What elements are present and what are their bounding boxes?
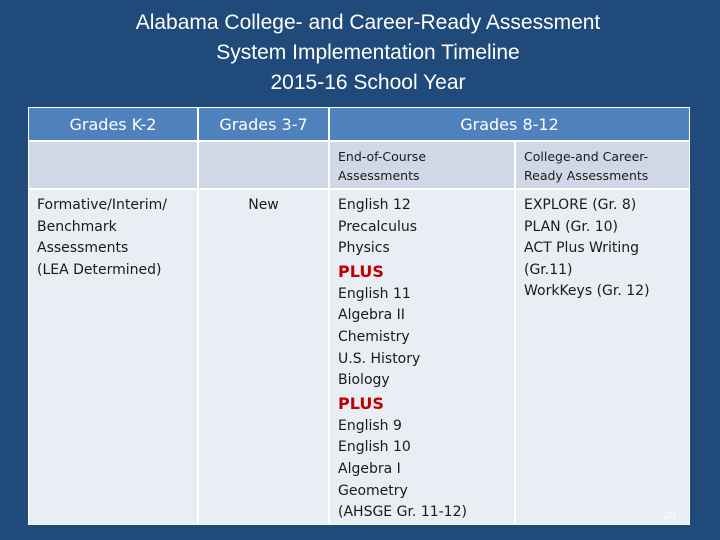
eoc-course: (AHSGE Gr. 11-12) — [338, 504, 467, 521]
slide-title — [0, 8, 720, 98]
subheader-college-career-ready — [515, 141, 690, 189]
plus-label: PLUS — [338, 393, 384, 413]
subheader-blank-k2 — [28, 141, 198, 189]
eoc-course: English 9 — [338, 417, 402, 434]
k2-line: Benchmark — [37, 218, 117, 235]
body-k2 — [28, 189, 198, 525]
body-college-career-ready — [515, 189, 690, 525]
title-line-3: 2015-16 School Year — [270, 71, 466, 94]
eoc-subheader-line-1: End-of-Course — [338, 149, 427, 164]
title-line-2: System Implementation Timeline — [216, 41, 520, 64]
k2-line: Assessments — [37, 240, 129, 257]
k2-line: (LEA Determined) — [37, 261, 162, 278]
eoc-course: English 11 — [338, 285, 411, 302]
header-grades-3-7: Grades 3-7 — [198, 107, 329, 141]
ccr-assessment: PLAN (Gr. 10) — [524, 218, 619, 235]
ccr-subheader-line-1: College-and Career- — [524, 149, 649, 164]
ccr-assessment: WorkKeys (Gr. 12) — [524, 283, 650, 300]
page-number: 20 — [663, 510, 676, 522]
ccr-subheader-line-2: Ready Assessments — [524, 168, 649, 183]
eoc-course: Biology — [338, 372, 390, 389]
subheader-blank-3-7 — [198, 141, 329, 189]
eoc-course: Physics — [338, 240, 390, 257]
body-end-of-course — [329, 189, 515, 525]
eoc-course: Chemistry — [338, 328, 410, 345]
eoc-course: English 12 — [338, 197, 411, 213]
plus-label: PLUS — [338, 261, 384, 281]
eoc-course: English 10 — [338, 439, 411, 456]
eoc-course: Precalculus — [338, 218, 418, 235]
k2-line: Formative/Interim/ — [37, 197, 167, 213]
ccr-assessment: ACT Plus Writing — [524, 240, 640, 257]
eoc-course: Algebra I — [338, 460, 401, 477]
eoc-course: Geometry — [338, 482, 408, 499]
header-grades-8-12: Grades 8-12 — [329, 107, 690, 141]
g37-new-label: New — [248, 197, 279, 213]
title-line-1: Alabama College- and Career-Ready Assessment — [135, 11, 601, 34]
body-grades-3-7 — [198, 189, 329, 525]
eoc-course: U.S. History — [338, 350, 421, 367]
timeline-table — [28, 107, 690, 525]
header-grades-k2: Grades K-2 — [28, 107, 198, 141]
eoc-course: Algebra II — [338, 307, 405, 324]
ccr-assessment: (Gr.11) — [524, 261, 573, 278]
ccr-assessment: EXPLORE (Gr. 8) — [524, 197, 637, 213]
subheader-end-of-course — [329, 141, 515, 189]
eoc-subheader-line-2: Assessments — [338, 168, 420, 183]
